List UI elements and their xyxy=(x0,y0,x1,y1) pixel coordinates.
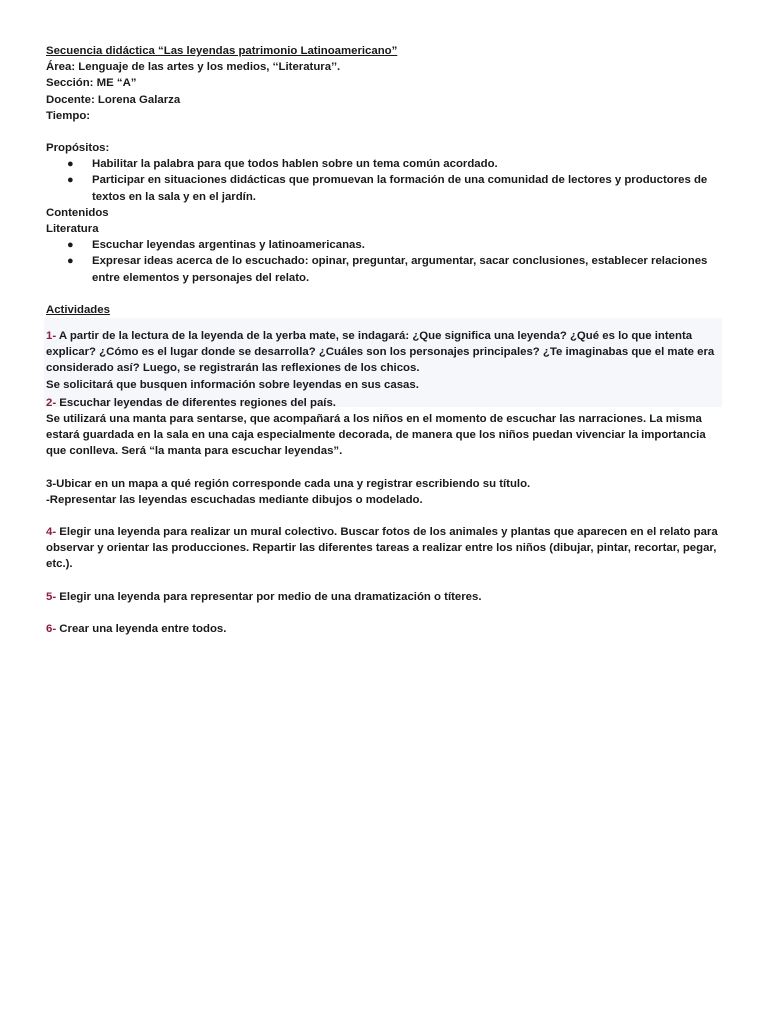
list-item xyxy=(46,237,722,253)
spacer xyxy=(46,286,722,302)
spacer xyxy=(46,573,722,589)
activity-5-block xyxy=(46,589,722,605)
spacer xyxy=(46,124,722,140)
contenido-text: Expresar ideas acerca de lo escuchado: opinar, preguntar, argumentar, sacar conclusiones, establecer relaciones entre elementos y personajes del relato. xyxy=(92,255,708,284)
spacer xyxy=(46,508,722,524)
activity-5-body: Elegir una leyenda para representar por medio de una dramatización o títeres. xyxy=(56,590,482,603)
spacer xyxy=(46,460,722,476)
contenidos-list xyxy=(46,237,722,286)
activity-1-text xyxy=(46,328,722,377)
activity-5-text xyxy=(46,589,722,605)
activity-number: 1- xyxy=(46,330,57,343)
bullet-icon: ● xyxy=(67,255,74,268)
activity-6-body: Crear una leyenda entre todos. xyxy=(56,622,227,635)
activity-4-text xyxy=(46,524,722,573)
propositos-list xyxy=(46,156,722,205)
activity-number: 2- xyxy=(46,396,57,409)
bullet-icon: ● xyxy=(67,239,74,252)
literatura-subheading: Literatura xyxy=(46,223,99,236)
activity-2-block xyxy=(46,395,722,460)
activity-2-text xyxy=(46,395,722,411)
activity-6-block xyxy=(46,621,722,637)
activity-2-body: Escuchar leyendas de diferentes regiones del país. xyxy=(56,396,336,409)
docente-line: Docente: Lorena Galarza xyxy=(46,93,181,106)
propositos-heading: Propósitos: xyxy=(46,142,110,155)
activity-3-note: -Representar las leyendas escuchadas mediante dibujos o modelado. xyxy=(46,493,423,506)
activity-number: 6- xyxy=(46,622,57,635)
list-item xyxy=(46,253,722,285)
list-item xyxy=(46,172,722,204)
document-body xyxy=(46,43,722,637)
bullet-icon: ● xyxy=(67,158,74,171)
tiempo-line: Tiempo: xyxy=(46,109,91,122)
activity-number: 4- xyxy=(46,526,57,539)
document-title: Secuencia didáctica “Las leyendas patrimonio Latinoamericano” xyxy=(46,45,398,57)
list-item xyxy=(46,156,722,172)
proposito-text: Habilitar la palabra para que todos hablen sobre un tema común acordado. xyxy=(92,158,498,171)
activity-4-block xyxy=(46,524,722,573)
contenidos-heading: Contenidos xyxy=(46,206,109,219)
activity-2-note: Se utilizará una manta para sentarse, que acompañará a los niños en el momento de escuchar las narraciones. La misma estará guardada en la sala en una caja especialmente decorada, de manera que los niños puedan vivenciar la importancia que conlleva. Será “la manta para escuchar leyendas”. xyxy=(46,413,706,458)
activity-3-block xyxy=(46,476,722,508)
bullet-icon: ● xyxy=(67,174,74,187)
actividades-heading: Actividades xyxy=(46,303,110,316)
activity-1-note: Se solicitará que busquen información sobre leyendas en sus casas. xyxy=(46,378,419,391)
area-line: Área: Lenguaje de las artes y los medios, ‘‘Literatura’’. xyxy=(46,61,341,74)
proposito-text: Participar en situaciones didácticas que promuevan la formación de una comunidad de lectores y productores de textos en la sala y en el jardín. xyxy=(92,174,708,203)
seccion-line: Sección: ME “A” xyxy=(46,77,137,90)
activity-number: 5- xyxy=(46,590,57,603)
contenido-text: Escuchar leyendas argentinas y latinoamericanas. xyxy=(92,239,365,252)
activity-6-text xyxy=(46,621,722,637)
activity-1-body: A partir de la lectura de la leyenda de la yerba mate, se indagará: ¿Que significa una leyenda? ¿Qué es lo que intenta explicar? ¿Cómo es el lugar donde se desarrolla? ¿Cuáles son los personajes principales? ¿Te imaginabas que el mate era considerado así? Luego, se registrarán las reflexiones de los chicos. xyxy=(46,330,715,375)
activity-1-block xyxy=(44,318,722,407)
activity-4-body: Elegir una leyenda para realizar un mural colectivo. Buscar fotos de los animales y plantas que aparecen en el relato para observar y orientar las producciones. Repartir las diferentes tareas a realizar entre los niños (dibujar, pintar, recortar, pegar, etc.). xyxy=(46,526,718,571)
spacer xyxy=(46,605,722,621)
activity-3-text: 3-Ubicar en un mapa a qué región corresponde cada una y registrar escribiendo su título. xyxy=(46,477,531,490)
